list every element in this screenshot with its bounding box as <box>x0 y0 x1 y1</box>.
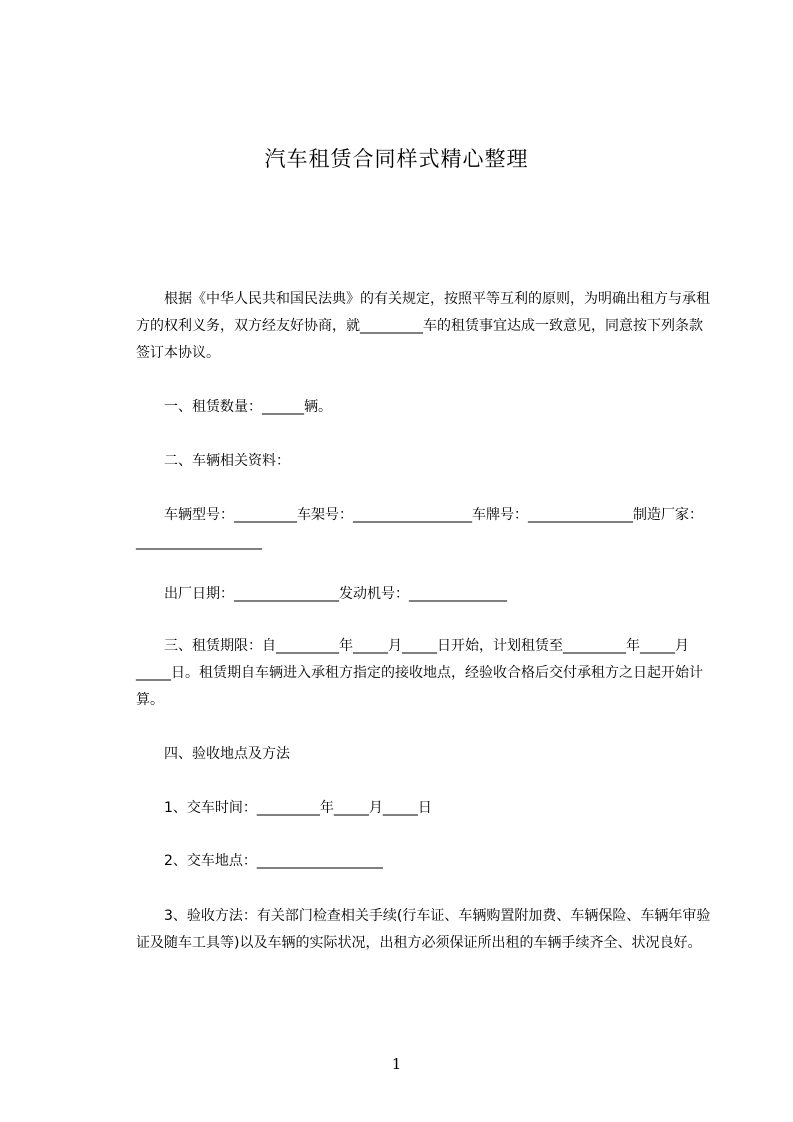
delivery-time-line: 1、交车时间：_________年_____月_____日 <box>136 800 432 816</box>
vehicle-info-paragraph: 车辆型号：_________车架号：_________________车牌号：_______________制造厂家：__________________ <box>136 507 703 550</box>
section-inspection-heading: 四、验收地点及方法 <box>136 746 290 762</box>
intro-paragraph: 根据《中华人民共和国民法典》的有关规定，按照平等互利的原则，为明确出租方与承租方的权利义务，双方经友好协商，就_________车的租赁事宜达成一致意见，同意按下列条款签订本协议。 <box>136 291 710 361</box>
document-title: 汽车租赁合同样式精心整理 <box>264 147 529 171</box>
factory-info-line: 出厂日期：_______________发动机号：______________ <box>136 586 507 602</box>
inspection-method-paragraph: 3、验收方法：有关部门检查相关手续(行车证、车辆购置附加费、车辆保险、车辆年审验证及随车工具等)以及车辆的实际状况，出租方必须保证所出租的车辆手续齐全、状况良好。 <box>136 908 711 951</box>
section-lease-term: 三、租赁期限：自_________年_____月_____日开始，计划租赁至_________年_____月_____日。租赁期自车辆进入承租方指定的接收地点，经验收合格后交付承租方之日起开始计算。 <box>136 638 703 708</box>
section-vehicle-info-heading: 二、车辆相关资料： <box>136 453 290 469</box>
page-number: 1 <box>391 1055 402 1073</box>
delivery-place-line: 2、交车地点：__________________ <box>136 853 383 869</box>
section-lease-quantity: 一、租赁数量：______辆。 <box>136 399 332 415</box>
